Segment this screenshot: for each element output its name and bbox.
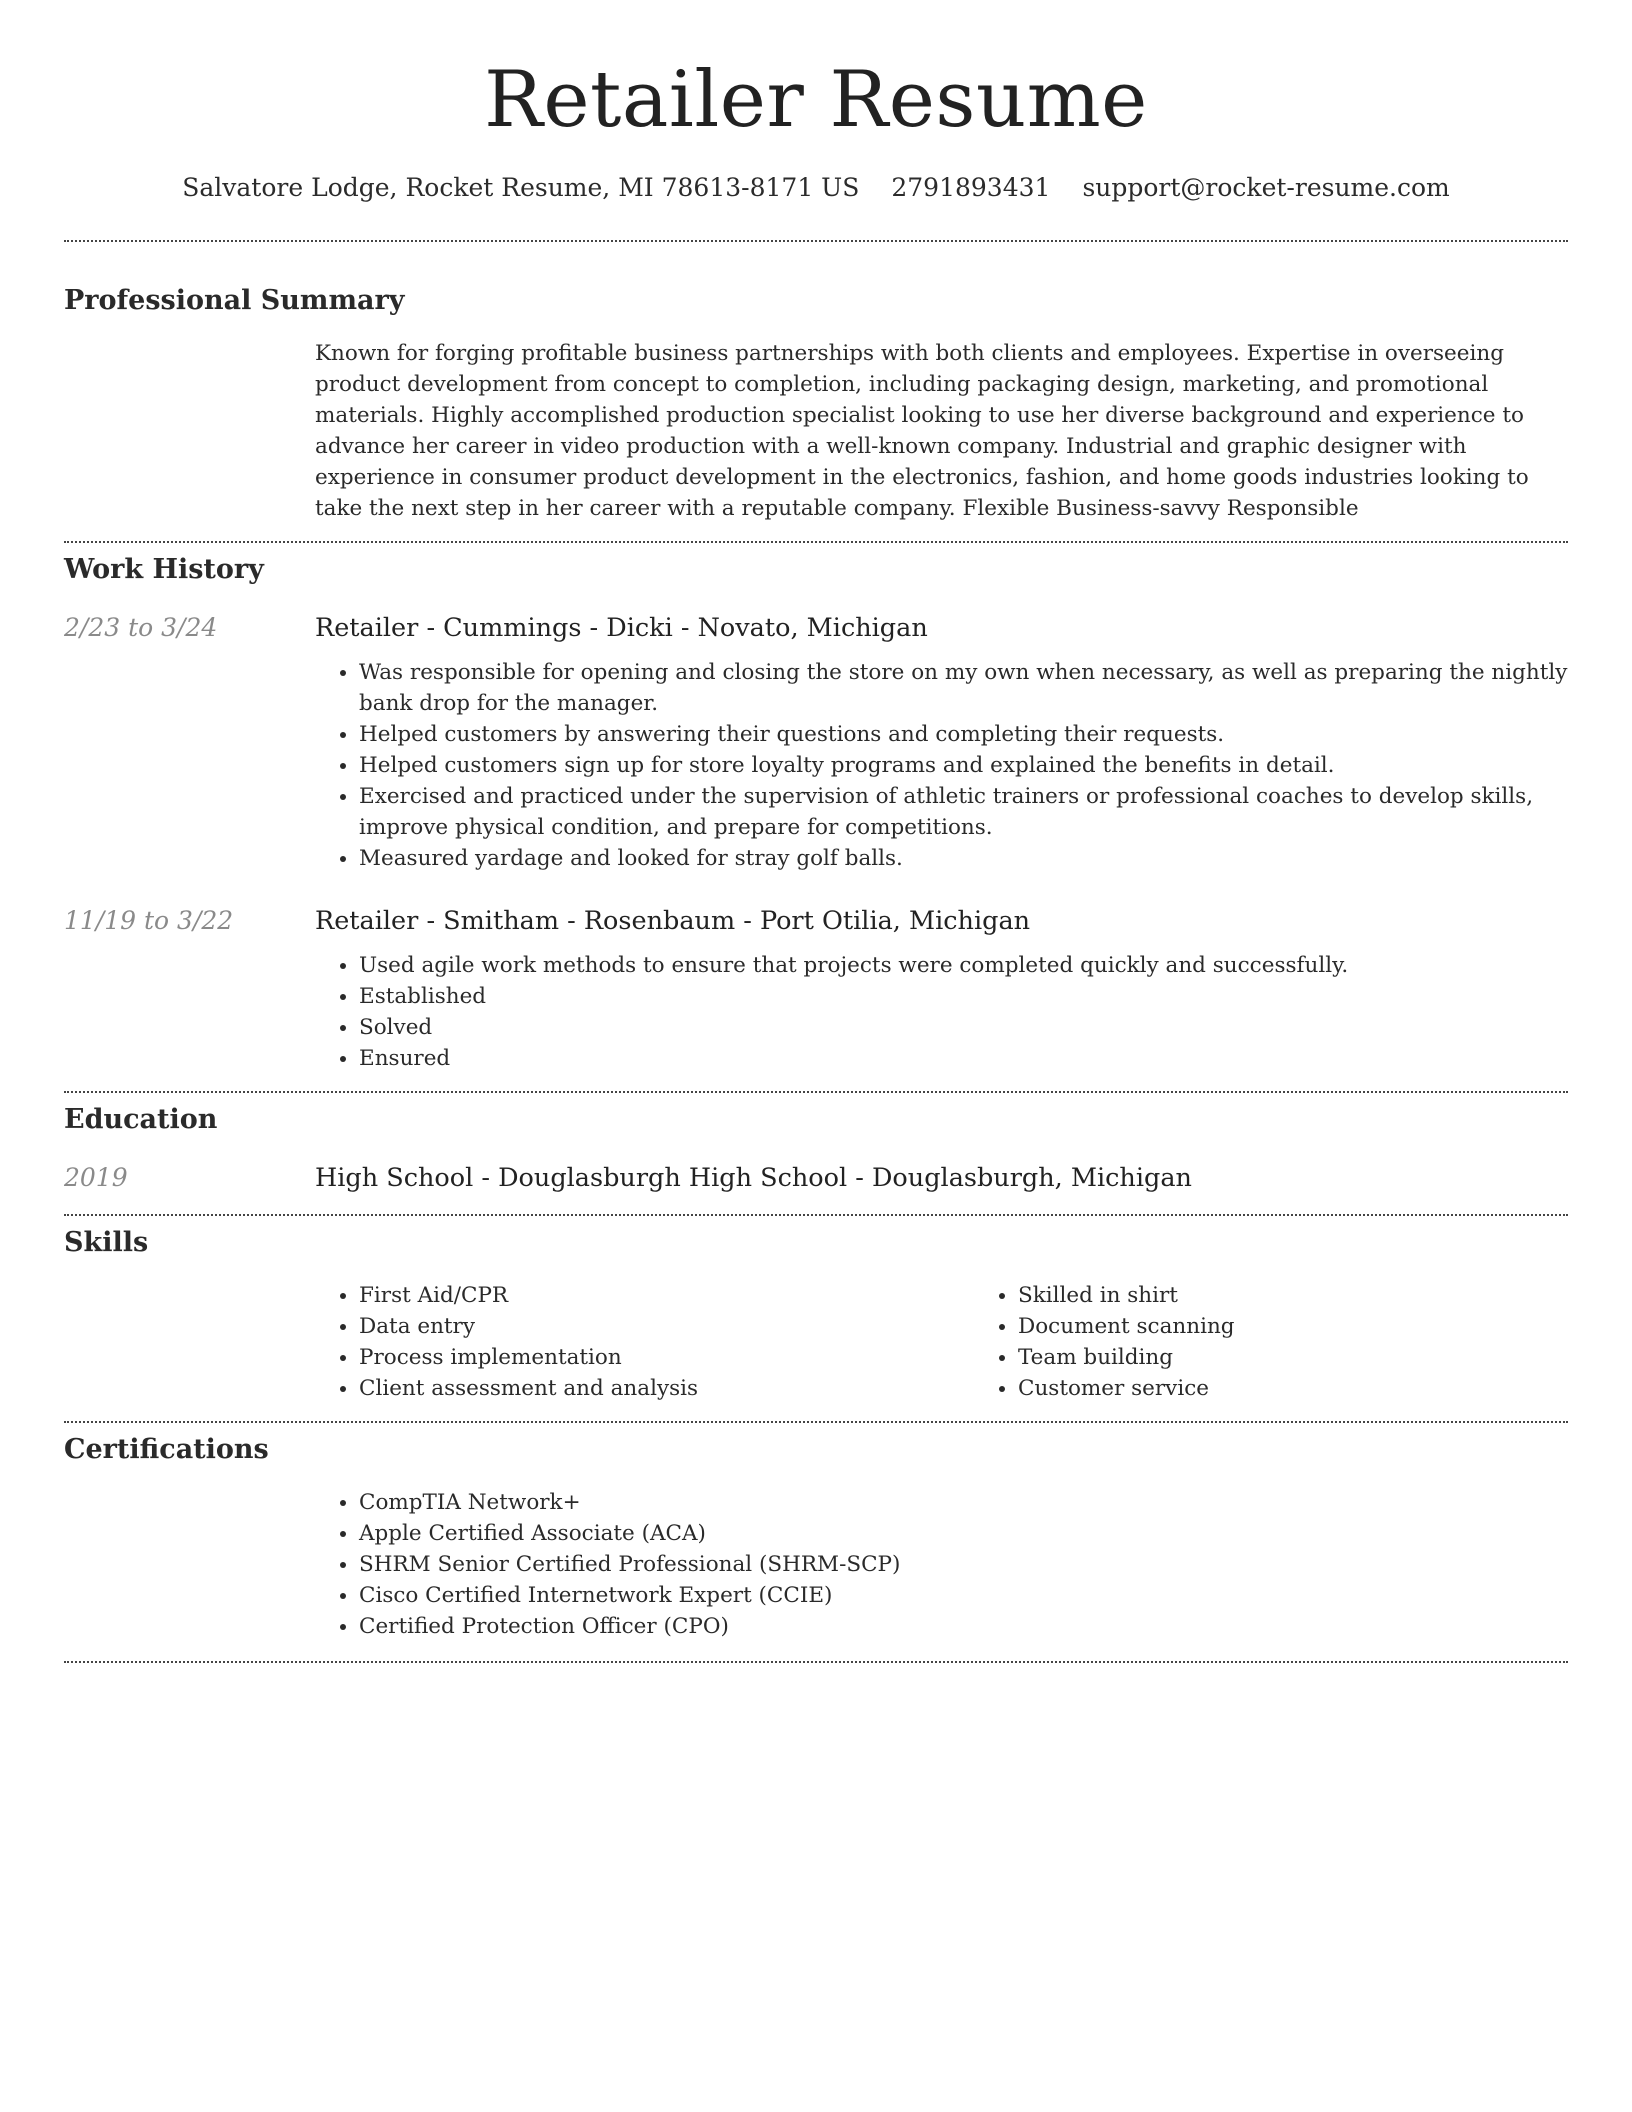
- list-item: • Client assessment and analysis: [359, 1373, 974, 1404]
- section-education: [64, 1103, 1568, 1195]
- list-item: • Certified Protection Officer (CPO): [359, 1611, 1568, 1642]
- education-title: High School - Douglasburgh High School - Douglasburgh, Michigan: [315, 1163, 1192, 1193]
- section-title-certifications: Certifications: [64, 1434, 269, 1465]
- list-item: • Helped customers by answering their questions and completing their requests.: [359, 719, 1568, 750]
- divider: [64, 541, 1568, 543]
- education-entry: [64, 1161, 1568, 1195]
- section-title-skills: Skills: [64, 1227, 149, 1258]
- job-entry: [64, 904, 1568, 1074]
- list-item: • CompTIA Network+: [359, 1487, 1568, 1518]
- divider: [64, 240, 1568, 242]
- job-bullets: [315, 657, 1568, 874]
- list-item: • Skilled in shirt: [1018, 1280, 1632, 1311]
- job-title: Retailer - Cummings - Dicki - Novato, Michigan: [315, 613, 928, 643]
- job-dates: 11/19 to 3/22: [64, 906, 234, 935]
- skills-list-left: [315, 1280, 974, 1404]
- job-dates: 2/23 to 3/24: [64, 613, 218, 642]
- summary-text: Known for forging profitable business partnerships with both clients and employees. Expertise in overseeing product development from concept to completion, including packaging design, marketing, and promotional materials. Highly accomplished production specialist looking to use her diverse background and experience to advance her career in video production with a well-known company. Industrial and graphic designer with experience in consumer product development in the electronics, fashion, and home goods industries looking to take the next step in her career with a reputable company. Flexible Business-savvy Responsible: [315, 341, 1529, 521]
- divider: [64, 1661, 1568, 1663]
- list-item: • Solved: [359, 1012, 1568, 1043]
- list-item: • Used agile work methods to ensure that projects were completed quickly and successfully.: [359, 950, 1568, 981]
- list-item: • Measured yardage and looked for stray golf balls.: [359, 843, 1568, 874]
- contact-email[interactable]: support@rocket-resume.com: [1082, 173, 1450, 202]
- list-item: • Customer service: [1018, 1373, 1632, 1404]
- section-title-summary: Professional Summary: [64, 285, 405, 316]
- list-item: • Cisco Certified Internetwork Expert (CCIE): [359, 1580, 1568, 1611]
- contact-address: Salvatore Lodge, Rocket Resume, MI 78613-8171 US: [182, 173, 860, 202]
- list-item: • Established: [359, 981, 1568, 1012]
- job-bullets: [315, 950, 1568, 1074]
- list-item: • Was responsible for opening and closing the store on my own when necessary, as well as preparing the nightly bank drop for the manager.: [359, 657, 1568, 719]
- list-item: • Process implementation: [359, 1342, 974, 1373]
- education-dates: 2019: [64, 1163, 128, 1192]
- list-item: • Exercised and practiced under the supervision of athletic trainers or professional coaches to develop skills, improve physical condition, and prepare for competitions.: [359, 781, 1568, 843]
- resume-title: Retailer Resume: [484, 55, 1148, 145]
- section-title-education: Education: [64, 1104, 218, 1135]
- divider: [64, 1091, 1568, 1093]
- divider: [64, 1421, 1568, 1423]
- job-entry: [64, 611, 1568, 874]
- list-item: • Team building: [1018, 1342, 1632, 1373]
- contact-line: [64, 172, 1568, 204]
- section-skills: [64, 1226, 1568, 1404]
- section-title-work: Work History: [64, 554, 264, 585]
- contact-phone: 2791893431: [891, 173, 1051, 202]
- list-item: • SHRM Senior Certified Professional (SHRM-SCP): [359, 1549, 1568, 1580]
- job-title: Retailer - Smitham - Rosenbaum - Port Otilia, Michigan: [315, 906, 1031, 936]
- list-item: • First Aid/CPR: [359, 1280, 974, 1311]
- list-item: • Ensured: [359, 1043, 1568, 1074]
- list-item: • Helped customers sign up for store loyalty programs and explained the benefits in detail.: [359, 750, 1568, 781]
- section-certifications: [64, 1433, 1568, 1642]
- section-summary: [64, 284, 1568, 524]
- section-work-history: [64, 553, 1568, 1074]
- list-item: • Document scanning: [1018, 1311, 1632, 1342]
- certifications-list: [315, 1487, 1568, 1642]
- skills-list-right: [974, 1280, 1632, 1404]
- list-item: • Apple Certified Associate (ACA): [359, 1518, 1568, 1549]
- list-item: • Data entry: [359, 1311, 974, 1342]
- divider: [64, 1214, 1568, 1216]
